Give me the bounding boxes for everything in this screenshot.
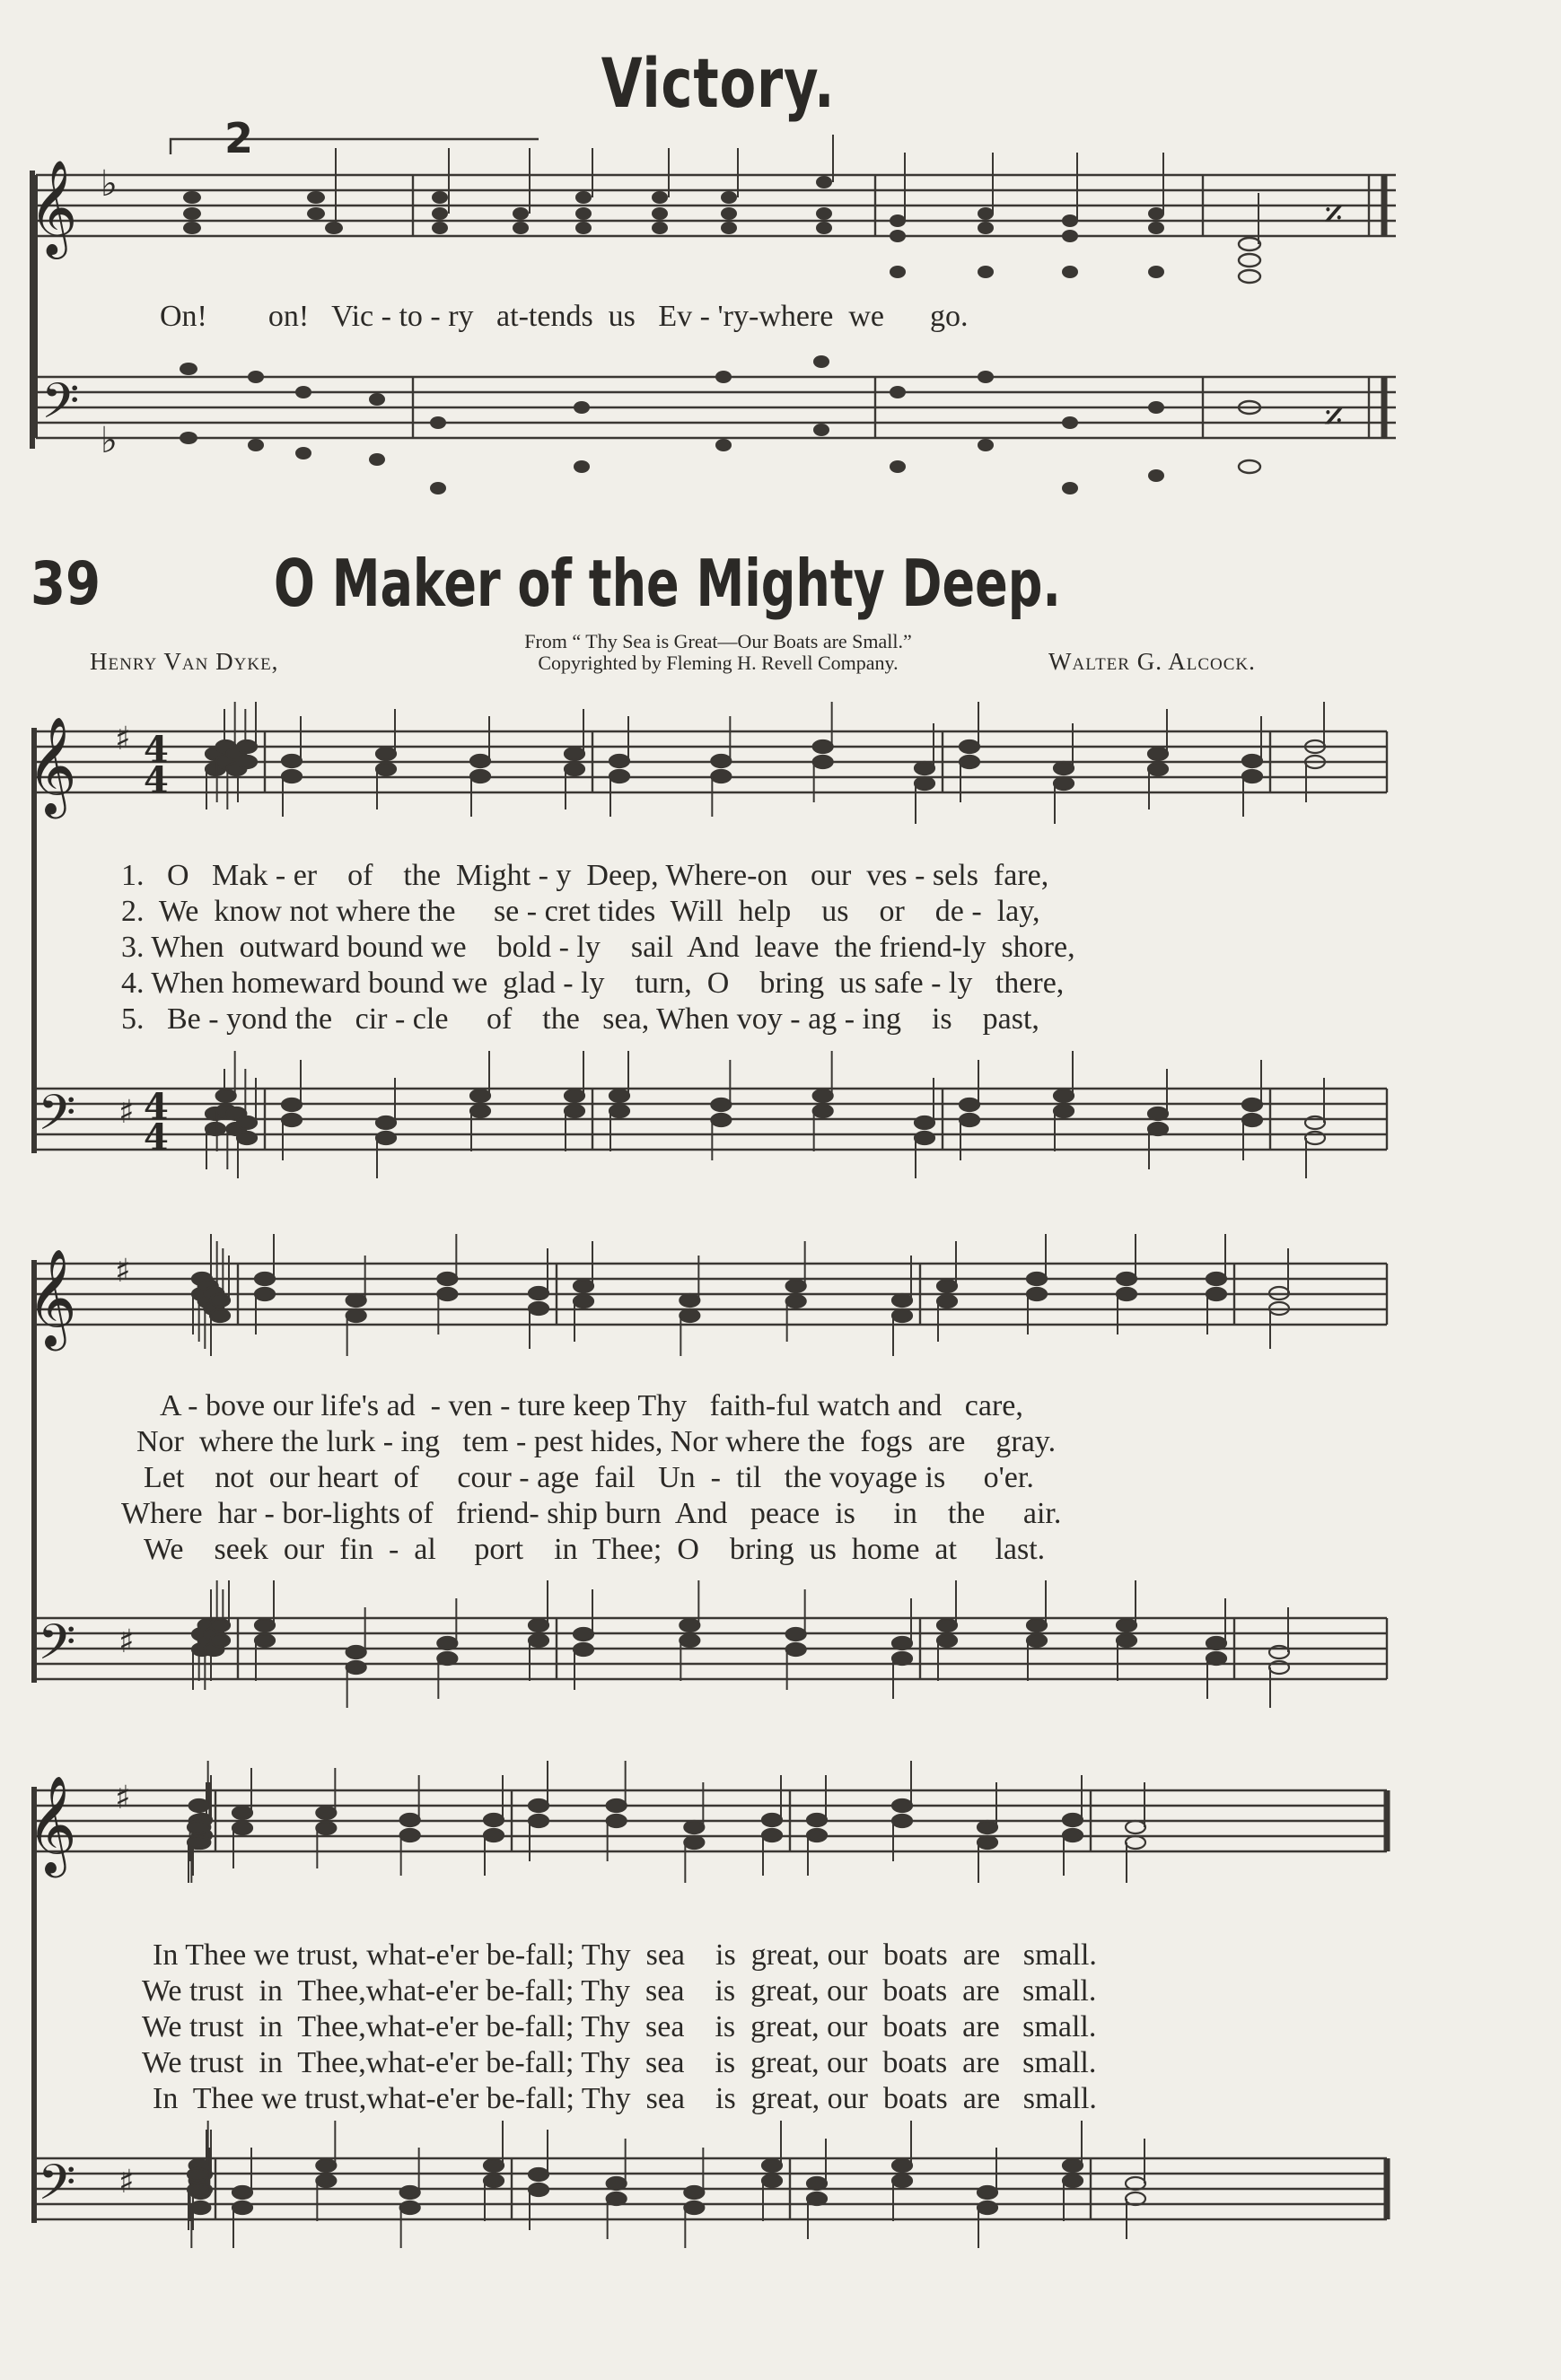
note-head bbox=[529, 1619, 548, 1632]
note-head bbox=[470, 755, 490, 767]
note-head bbox=[1063, 2174, 1083, 2187]
note-head bbox=[255, 1288, 275, 1300]
note-head bbox=[978, 1821, 997, 1833]
note-head bbox=[255, 1273, 275, 1285]
note-head bbox=[437, 1288, 457, 1300]
victory-measure-number: 2 bbox=[224, 114, 254, 162]
victory-treble-clef-icon: 𝄞 bbox=[29, 159, 78, 255]
victory-lyric: On! on! Vic - to - ry at-tends us Ev - 'ry-where we go. bbox=[160, 300, 969, 333]
note-head bbox=[978, 1836, 997, 1849]
note-head bbox=[1126, 1821, 1145, 1833]
note-head bbox=[684, 2186, 704, 2199]
verse-line: We trust in Thee,what-e'er be-fall; Thy sea is great, our boats are small. bbox=[142, 1974, 1097, 2008]
note-head bbox=[376, 1132, 396, 1144]
note-head bbox=[937, 1619, 957, 1632]
note-head bbox=[282, 755, 302, 767]
note-head bbox=[232, 1807, 252, 1819]
sharp-icon: ♯ bbox=[118, 1623, 135, 1660]
sharp-icon: ♯ bbox=[115, 1780, 131, 1816]
note-head bbox=[216, 1089, 236, 1102]
note-head bbox=[607, 1799, 627, 1812]
note-head bbox=[813, 756, 833, 768]
time-signature-numerator: 4 bbox=[144, 1086, 169, 1128]
note-head bbox=[574, 1295, 593, 1308]
note-head bbox=[607, 2192, 627, 2205]
note-head bbox=[255, 1619, 275, 1632]
note-head bbox=[786, 1628, 806, 1641]
victory-title: Victory. bbox=[601, 43, 836, 123]
bass-clef-icon: 𝄢 bbox=[38, 1614, 76, 1683]
note-head bbox=[232, 2201, 252, 2214]
note-head bbox=[574, 1280, 593, 1292]
bass-clef-icon: 𝄢 bbox=[38, 1084, 76, 1153]
verse-line: We seek our fin - al port in Thee; O bring us home at last. bbox=[144, 1533, 1046, 1566]
note-head bbox=[1027, 1288, 1047, 1300]
note-head bbox=[915, 1116, 934, 1129]
note-head bbox=[1063, 1829, 1083, 1842]
sharp-icon: ♯ bbox=[115, 1253, 131, 1290]
note-head bbox=[1242, 755, 1262, 767]
note-head bbox=[346, 1309, 366, 1322]
note-head bbox=[607, 2177, 627, 2190]
note-head bbox=[762, 2174, 782, 2187]
verse-line: Nor where the lurk - ing tem - pest hides, Nor where the fogs are gray. bbox=[136, 1425, 1057, 1458]
note-head bbox=[400, 1829, 420, 1842]
note-head bbox=[892, 1815, 912, 1827]
note-head bbox=[1063, 2159, 1083, 2172]
note-head bbox=[470, 1089, 490, 1102]
note-head bbox=[565, 1105, 584, 1117]
note-head bbox=[210, 1309, 230, 1322]
note-head bbox=[609, 770, 629, 783]
note-head bbox=[376, 748, 396, 760]
note-head bbox=[1206, 1652, 1226, 1665]
note-head bbox=[892, 2159, 912, 2172]
verse-line: 1. O Mak - er of the Might - y Deep, Where-on our ves - sels fare, bbox=[121, 859, 1049, 892]
note-head bbox=[609, 1105, 629, 1117]
time-signature-numerator: 4 bbox=[144, 729, 169, 771]
note-head bbox=[529, 2168, 548, 2181]
note-head bbox=[1117, 1619, 1136, 1632]
treble-clef-icon: 𝄞 bbox=[27, 717, 77, 815]
note-head bbox=[807, 2177, 827, 2190]
note-head bbox=[574, 1628, 593, 1641]
composer-credit: Walter G. Alcock. bbox=[1048, 648, 1256, 675]
note-head bbox=[188, 2168, 207, 2181]
verse-line: In Thee we trust,what-e'er be-fall; Thy sea is great, our boats are small. bbox=[153, 2082, 1097, 2115]
note-head bbox=[376, 1116, 396, 1129]
note-head bbox=[1027, 1619, 1047, 1632]
verse-line: 4. When homeward bound we glad - ly turn, O bring us safe - ly there, bbox=[121, 967, 1065, 1000]
note-head bbox=[232, 1822, 252, 1834]
author-credit: Henry Van Dyke, bbox=[90, 648, 279, 675]
note-head bbox=[470, 770, 490, 783]
note-head bbox=[1063, 1814, 1083, 1826]
note-head bbox=[529, 1302, 548, 1315]
note-head bbox=[237, 740, 257, 753]
note-head bbox=[892, 1799, 912, 1812]
note-head bbox=[1206, 1637, 1226, 1649]
note-head bbox=[937, 1280, 957, 1292]
note-head bbox=[813, 740, 833, 753]
sharp-icon: ♯ bbox=[118, 1094, 135, 1131]
note-head bbox=[316, 1807, 336, 1819]
note-head bbox=[711, 1098, 731, 1111]
note-head bbox=[565, 1089, 584, 1102]
note-head bbox=[210, 1294, 230, 1307]
note-head bbox=[1148, 1123, 1168, 1135]
hymn-title: O Maker of the Mighty Deep. bbox=[274, 546, 1061, 621]
note-head bbox=[376, 763, 396, 775]
note-head bbox=[892, 2174, 912, 2187]
note-head bbox=[346, 1661, 366, 1674]
note-head bbox=[316, 2174, 336, 2187]
note-head bbox=[188, 1821, 207, 1833]
note-head bbox=[1242, 1114, 1262, 1126]
victory-bass-flat-icon: ♭ bbox=[101, 420, 118, 461]
note-head bbox=[1054, 777, 1074, 790]
note-head bbox=[762, 1814, 782, 1826]
note-head bbox=[237, 1132, 257, 1144]
note-head bbox=[282, 1098, 302, 1111]
note-head bbox=[210, 1619, 230, 1632]
note-head bbox=[937, 1634, 957, 1647]
note-head bbox=[237, 1116, 257, 1129]
note-head bbox=[470, 1105, 490, 1117]
note-head bbox=[937, 1295, 957, 1308]
note-head bbox=[237, 756, 257, 768]
note-head bbox=[762, 1829, 782, 1842]
note-head bbox=[282, 770, 302, 783]
note-head bbox=[960, 1114, 979, 1126]
verse-line: In Thee we trust, what-e'er be-fall; Thy sea is great, our boats are small. bbox=[153, 1938, 1097, 1972]
note-head bbox=[680, 1634, 699, 1647]
note-head bbox=[282, 1114, 302, 1126]
note-head bbox=[1054, 762, 1074, 774]
note-head bbox=[680, 1294, 699, 1307]
sharp-icon: ♯ bbox=[118, 2164, 135, 2201]
note-head bbox=[915, 1132, 934, 1144]
note-head bbox=[437, 1273, 457, 1285]
note-head bbox=[892, 1637, 912, 1649]
verse-line: 3. When outward bound we bold - ly sail And leave the friend-ly shore, bbox=[121, 931, 1075, 964]
note-head bbox=[1027, 1634, 1047, 1647]
victory-bass-repeat-icon: 𝄎 bbox=[1324, 395, 1344, 441]
note-head bbox=[892, 1294, 912, 1307]
note-head bbox=[813, 1105, 833, 1117]
sharp-icon: ♯ bbox=[115, 721, 131, 757]
note-head bbox=[565, 748, 584, 760]
note-head bbox=[711, 1114, 731, 1126]
note-head bbox=[684, 1836, 704, 1849]
note-head bbox=[188, 2183, 207, 2196]
verse-line: Let not our heart of cour - age fail Un - til the voyage is o'er. bbox=[144, 1461, 1034, 1494]
note-head bbox=[1242, 1098, 1262, 1111]
note-head bbox=[807, 1829, 827, 1842]
note-head bbox=[529, 2183, 548, 2196]
note-head bbox=[437, 1637, 457, 1649]
note-head bbox=[1117, 1288, 1136, 1300]
note-head bbox=[960, 740, 979, 753]
note-head bbox=[346, 1646, 366, 1658]
time-signature-denominator: 4 bbox=[144, 1116, 169, 1159]
note-head bbox=[684, 2201, 704, 2214]
verse-line: 5. Be - yond the cir - cle of the sea, When voy - ag - ing is past, bbox=[121, 1002, 1039, 1036]
note-head bbox=[484, 1829, 504, 1842]
note-head bbox=[1148, 763, 1168, 775]
note-head bbox=[255, 1634, 275, 1647]
note-head bbox=[1117, 1634, 1136, 1647]
note-head bbox=[206, 1123, 225, 1135]
note-head bbox=[437, 1652, 457, 1665]
note-head bbox=[574, 1643, 593, 1656]
note-head bbox=[400, 2186, 420, 2199]
note-head bbox=[232, 2186, 252, 2199]
note-head bbox=[484, 1814, 504, 1826]
note-head bbox=[762, 2159, 782, 2172]
note-head bbox=[711, 755, 731, 767]
note-head bbox=[807, 2192, 827, 2205]
note-head bbox=[786, 1280, 806, 1292]
note-head bbox=[1126, 1836, 1145, 1849]
note-head bbox=[190, 2201, 210, 2214]
note-head bbox=[529, 1815, 548, 1827]
source-note-line1: From “ Thy Sea is Great—Our Boats are Small.” bbox=[524, 630, 912, 652]
note-head bbox=[1117, 1273, 1136, 1285]
note-head bbox=[400, 1814, 420, 1826]
victory-flat-icon: ♭ bbox=[101, 163, 118, 205]
source-note-line2: Copyrighted by Fleming H. Revell Company. bbox=[538, 652, 899, 674]
note-head bbox=[1206, 1273, 1226, 1285]
note-head bbox=[607, 1815, 627, 1827]
note-head bbox=[786, 1643, 806, 1656]
treble-clef-icon: 𝄞 bbox=[27, 1249, 77, 1347]
note-head bbox=[316, 2159, 336, 2172]
note-head bbox=[680, 1309, 699, 1322]
note-head bbox=[565, 763, 584, 775]
note-head bbox=[1242, 770, 1262, 783]
note-head bbox=[400, 2201, 420, 2214]
note-head bbox=[188, 1836, 207, 1849]
note-head bbox=[892, 1652, 912, 1665]
note-head bbox=[978, 2186, 997, 2199]
time-signature-denominator: 4 bbox=[144, 759, 169, 801]
note-head bbox=[316, 1822, 336, 1834]
note-head bbox=[915, 777, 934, 790]
note-head bbox=[1027, 1273, 1047, 1285]
note-head bbox=[680, 1619, 699, 1632]
note-head bbox=[960, 1098, 979, 1111]
note-head bbox=[529, 1287, 548, 1299]
bass-clef-icon: 𝄢 bbox=[38, 2154, 76, 2223]
note-head bbox=[529, 1634, 548, 1647]
verse-line: We trust in Thee,what-e'er be-fall; Thy sea is great, our boats are small. bbox=[142, 2010, 1097, 2043]
note-head bbox=[711, 770, 731, 783]
verse-line: We trust in Thee,what-e'er be-fall; Thy sea is great, our boats are small. bbox=[142, 2046, 1097, 2079]
treble-clef-icon: 𝄞 bbox=[27, 1776, 77, 1874]
note-head bbox=[1054, 1105, 1074, 1117]
note-head bbox=[915, 762, 934, 774]
note-head bbox=[609, 755, 629, 767]
note-head bbox=[786, 1295, 806, 1308]
note-head bbox=[1148, 748, 1168, 760]
note-head bbox=[484, 2174, 504, 2187]
victory-repeat-icon: 𝄎 bbox=[1324, 192, 1344, 238]
note-head bbox=[684, 1821, 704, 1833]
note-head bbox=[484, 2159, 504, 2172]
note-head bbox=[529, 1799, 548, 1812]
note-head bbox=[892, 1309, 912, 1322]
note-head bbox=[609, 1089, 629, 1102]
note-head bbox=[807, 1814, 827, 1826]
note-head bbox=[1148, 1107, 1168, 1120]
note-head bbox=[1054, 1089, 1074, 1102]
note-head bbox=[978, 2201, 997, 2214]
note-head bbox=[210, 1634, 230, 1647]
note-head bbox=[346, 1294, 366, 1307]
verse-line: A - bove our life's ad - ven - ture keep Thy faith-ful watch and care, bbox=[160, 1389, 1023, 1422]
victory-bass-clef-icon: 𝄢 bbox=[41, 372, 80, 442]
verse-line: 2. We know not where the se - cret tides Will help us or de - lay, bbox=[121, 895, 1040, 928]
note-head bbox=[813, 1089, 833, 1102]
note-head bbox=[1206, 1288, 1226, 1300]
hymn-number: 39 bbox=[31, 549, 101, 618]
verse-line: Where har - bor-lights of friend- ship burn And peace is in the air. bbox=[121, 1497, 1062, 1530]
note-head bbox=[960, 756, 979, 768]
